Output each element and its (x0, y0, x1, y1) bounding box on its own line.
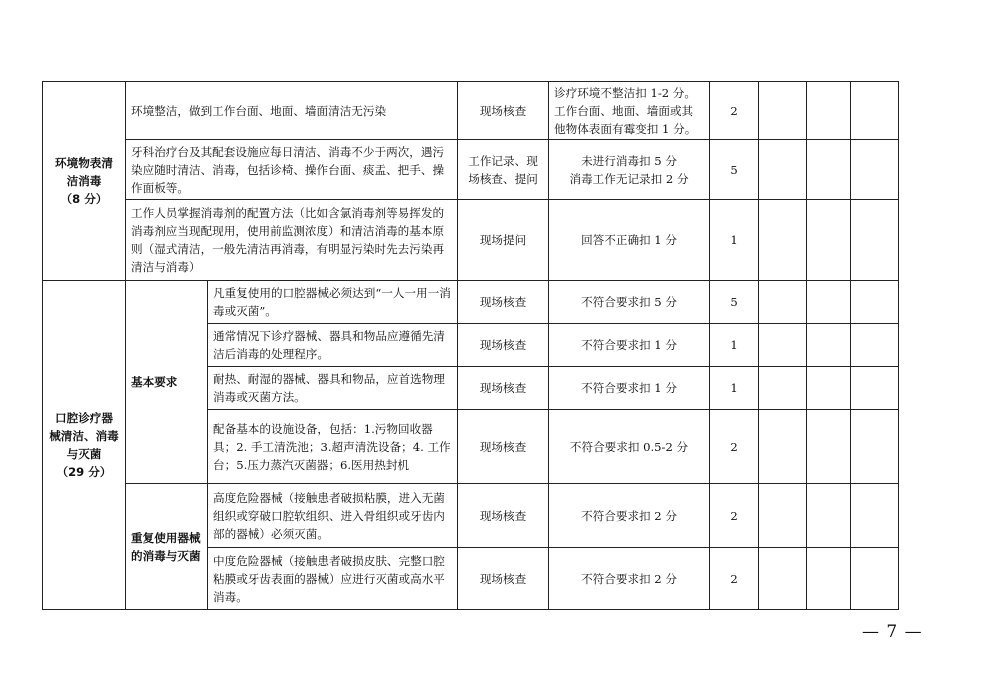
method-cell: 现场核查 (458, 367, 549, 410)
blank-cell (807, 410, 851, 484)
method-cell: 现场核查 (458, 82, 549, 140)
content-cell: 牙科治疗台及其配套设施应每日清洁、消毒不少于两次，遇污染应随时清洁、消毒，包括诊椅、操作台面、痰盂、把手、操作面板等。 (126, 140, 458, 200)
table-row (43, 484, 899, 548)
content-cell: 配备基本的设施设备，包括：1.污物回收器具；2. 手工清洗池；3.超声清洗设备；4. 工作台；5.压力蒸汽灭菌器；6.医用热封机 (208, 410, 458, 484)
score-cell: 1 (710, 367, 759, 410)
blank-cell (759, 82, 807, 140)
deduct-cell: 回答不正确扣 1 分 (549, 200, 710, 281)
method-cell: 现场核查 (458, 281, 549, 324)
deduct-cell: 不符合要求扣 5 分 (549, 281, 710, 324)
blank-cell (807, 324, 851, 367)
page-number: — 7 — (862, 622, 923, 642)
blank-cell (759, 367, 807, 410)
blank-cell (851, 410, 899, 484)
deduct-cell: 诊疗环境不整洁扣 1-2 分。 工作台面、地面、墙面或其 他物体表面有霉变扣 1 分。 (549, 82, 710, 140)
subsection-basic-requirements: 基本要求 (126, 281, 208, 484)
method-cell: 工作记录、现场核查、提问 (458, 140, 549, 200)
deduct-cell: 不符合要求扣 2 分 (549, 548, 710, 610)
blank-cell (851, 367, 899, 410)
method-cell: 现场核查 (458, 484, 549, 548)
blank-cell (851, 548, 899, 610)
score-cell: 2 (710, 410, 759, 484)
blank-cell (759, 140, 807, 200)
deduct-cell: 不符合要求扣 1 分 (549, 324, 710, 367)
blank-cell (807, 200, 851, 281)
blank-cell (807, 281, 851, 324)
content-cell: 耐热、耐湿的器械、器具和物品，应首选物理消毒或灭菌方法。 (208, 367, 458, 410)
deduct-cell: 不符合要求扣 2 分 (549, 484, 710, 548)
deduct-cell: 未进行消毒扣 5 分 消毒工作无记录扣 2 分 (549, 140, 710, 200)
method-cell: 现场核查 (458, 324, 549, 367)
blank-cell (759, 281, 807, 324)
blank-cell (759, 324, 807, 367)
blank-cell (807, 548, 851, 610)
section-title-instruments: 口腔诊疗器 械清洁、消毒 与灭菌 （29 分） (43, 281, 126, 610)
blank-cell (851, 484, 899, 548)
table-row (43, 140, 899, 200)
subsection-reusable-instruments: 重复使用器械的消毒与灭菌 (126, 484, 208, 610)
content-cell: 工作人员掌握消毒剂的配置方法（比如含氯消毒剂等易挥发的消毒剂应当现配现用，使用前监测浓度）和清洁消毒的基本原则（湿式清洁，一般先清洁再消毒，有明显污染时先去污染再清洁与消毒） (126, 200, 458, 281)
score-cell: 5 (710, 140, 759, 200)
blank-cell (851, 140, 899, 200)
blank-cell (759, 484, 807, 548)
method-cell: 现场核查 (458, 548, 549, 610)
content-cell: 环境整洁，做到工作台面、地面、墙面清洁无污染 (126, 82, 458, 140)
content-cell: 高度危险器械（接触患者破损粘膜，进入无菌组织或穿破口腔软组织、进入骨组织或牙齿内部的器械）必须灭菌。 (208, 484, 458, 548)
blank-cell (759, 200, 807, 281)
blank-cell (807, 367, 851, 410)
inspection-table (42, 81, 899, 610)
table-row (43, 200, 899, 281)
content-cell: 通常情况下诊疗器械、器具和物品应遵循先清洁后消毒的处理程序。 (208, 324, 458, 367)
method-cell: 现场提问 (458, 200, 549, 281)
score-cell: 2 (710, 484, 759, 548)
table-row (43, 281, 899, 324)
blank-cell (807, 484, 851, 548)
blank-cell (851, 324, 899, 367)
deduct-cell: 不符合要求扣 1 分 (549, 367, 710, 410)
deduct-cell: 不符合要求扣 0.5-2 分 (549, 410, 710, 484)
blank-cell (851, 82, 899, 140)
blank-cell (851, 281, 899, 324)
content-cell: 中度危险器械（接触患者破损皮肤、完整口腔粘膜或牙齿表面的器械）应进行灭菌或高水平消毒。 (208, 548, 458, 610)
blank-cell (759, 548, 807, 610)
blank-cell (851, 200, 899, 281)
score-cell: 1 (710, 324, 759, 367)
blank-cell (807, 82, 851, 140)
blank-cell (807, 140, 851, 200)
score-cell: 2 (710, 548, 759, 610)
score-cell: 5 (710, 281, 759, 324)
score-cell: 1 (710, 200, 759, 281)
table-row (43, 82, 899, 140)
section-title-env: 环境物表清 洁消毒 （8 分） (43, 82, 126, 281)
method-cell: 现场核查 (458, 410, 549, 484)
blank-cell (759, 410, 807, 484)
score-cell: 2 (710, 82, 759, 140)
content-cell: 凡重复使用的口腔器械必须达到“一人一用一消毒或灭菌”。 (208, 281, 458, 324)
